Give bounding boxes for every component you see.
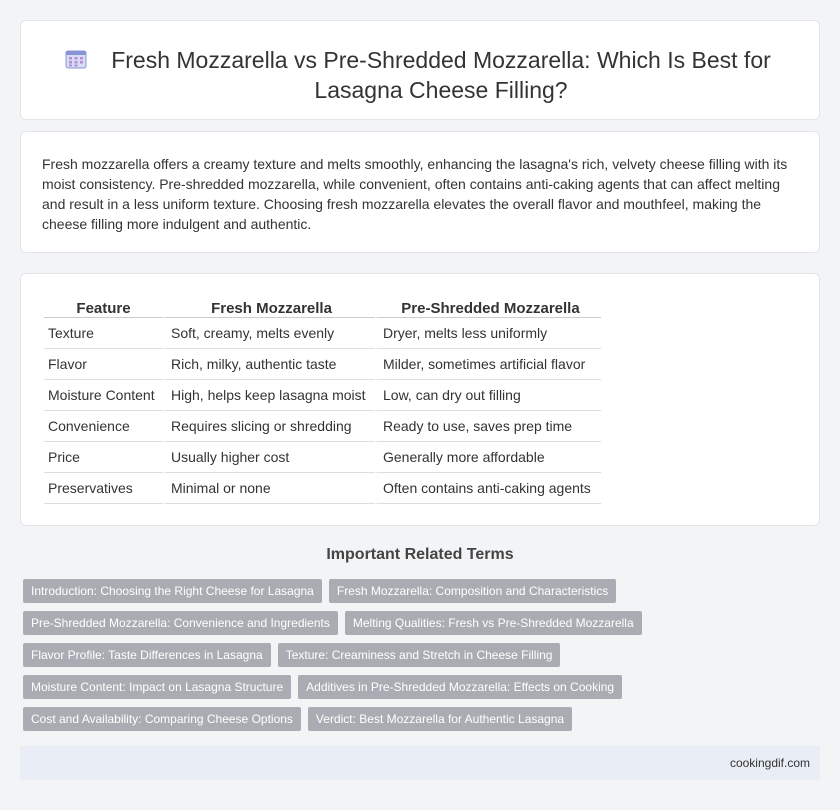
table-cell: Generally more affordable xyxy=(375,442,601,473)
table-row xyxy=(44,411,601,442)
table-header-row xyxy=(44,296,601,318)
table-row xyxy=(44,318,601,349)
related-term-tag[interactable]: Melting Qualities: Fresh vs Pre-Shredded Mozzarella xyxy=(345,611,642,635)
table-cell: Minimal or none xyxy=(163,473,375,504)
table-cell: Convenience xyxy=(44,411,163,442)
related-term-tag[interactable]: Cost and Availability: Comparing Cheese Options xyxy=(23,707,301,731)
related-terms-heading: Important Related Terms xyxy=(326,546,514,563)
tag-row xyxy=(23,643,823,667)
table-cell: Ready to use, saves prep time xyxy=(375,411,601,442)
related-term-tag[interactable]: Introduction: Choosing the Right Cheese for Lasagna xyxy=(23,579,322,603)
related-term-tag[interactable]: Pre-Shredded Mozzarella: Convenience and Ingredients xyxy=(23,611,338,635)
page-title: Fresh Mozzarella vs Pre-Shredded Mozzarella: Which Is Best for Lasagna Cheese Filling? xyxy=(111,47,771,103)
table-row xyxy=(44,473,601,504)
tag-row xyxy=(23,579,823,603)
table-cell: Preservatives xyxy=(44,473,163,504)
summary-text: Fresh mozzarella offers a creamy texture and melts smoothly, enhancing the lasagna's rich, velvety cheese filling with its moist consistency. Pre-shredded mozzarella, while convenient, often contains anti-caking agents that can affect melting and result in a less uniform texture. Choosing fresh mozzarella elevates the overall flavor and mouthfeel, making the cheese filling more indulgent and authentic. xyxy=(42,156,788,232)
table-row xyxy=(44,442,601,473)
column-header: Pre-Shredded Mozzarella xyxy=(375,296,601,318)
table-cell: Texture xyxy=(44,318,163,349)
footer xyxy=(20,746,820,780)
header-card xyxy=(20,20,820,120)
table-cell: Soft, creamy, melts evenly xyxy=(163,318,375,349)
related-term-tag[interactable]: Flavor Profile: Taste Differences in Lasagna xyxy=(23,643,271,667)
comparison-card xyxy=(20,273,820,526)
table-cell: Milder, sometimes artificial flavor xyxy=(375,349,601,380)
table-row xyxy=(44,349,601,380)
table-cell: Price xyxy=(44,442,163,473)
column-header: Feature xyxy=(44,296,163,318)
table-cell: Flavor xyxy=(44,349,163,380)
related-term-tag[interactable]: Texture: Creaminess and Stretch in Cheese Filling xyxy=(278,643,561,667)
related-term-tag[interactable]: Moisture Content: Impact on Lasagna Structure xyxy=(23,675,291,699)
related-term-tag[interactable]: Fresh Mozzarella: Composition and Characteristics xyxy=(329,579,616,603)
table-cell: Rich, milky, authentic taste xyxy=(163,349,375,380)
tag-row xyxy=(23,675,823,699)
table-cell: Low, can dry out filling xyxy=(375,380,601,411)
summary-card xyxy=(20,131,820,253)
table-cell: Moisture Content xyxy=(44,380,163,411)
table-cell: Usually higher cost xyxy=(163,442,375,473)
related-term-tag[interactable]: Additives in Pre-Shredded Mozzarella: Effects on Cooking xyxy=(298,675,622,699)
table-row xyxy=(44,380,601,411)
table-cell: Dryer, melts less uniformly xyxy=(375,318,601,349)
table-cell: High, helps keep lasagna moist xyxy=(163,380,375,411)
tag-row xyxy=(23,611,823,635)
related-terms-list xyxy=(23,579,823,739)
table-cell: Requires slicing or shredding xyxy=(163,411,375,442)
column-header: Fresh Mozzarella xyxy=(163,296,375,318)
related-term-tag[interactable]: Verdict: Best Mozzarella for Authentic Lasagna xyxy=(308,707,572,731)
site-name[interactable]: cookingdif.com xyxy=(729,756,810,770)
comparison-table xyxy=(44,296,601,504)
table-cell: Often contains anti-caking agents xyxy=(375,473,601,504)
tag-row xyxy=(23,707,823,731)
